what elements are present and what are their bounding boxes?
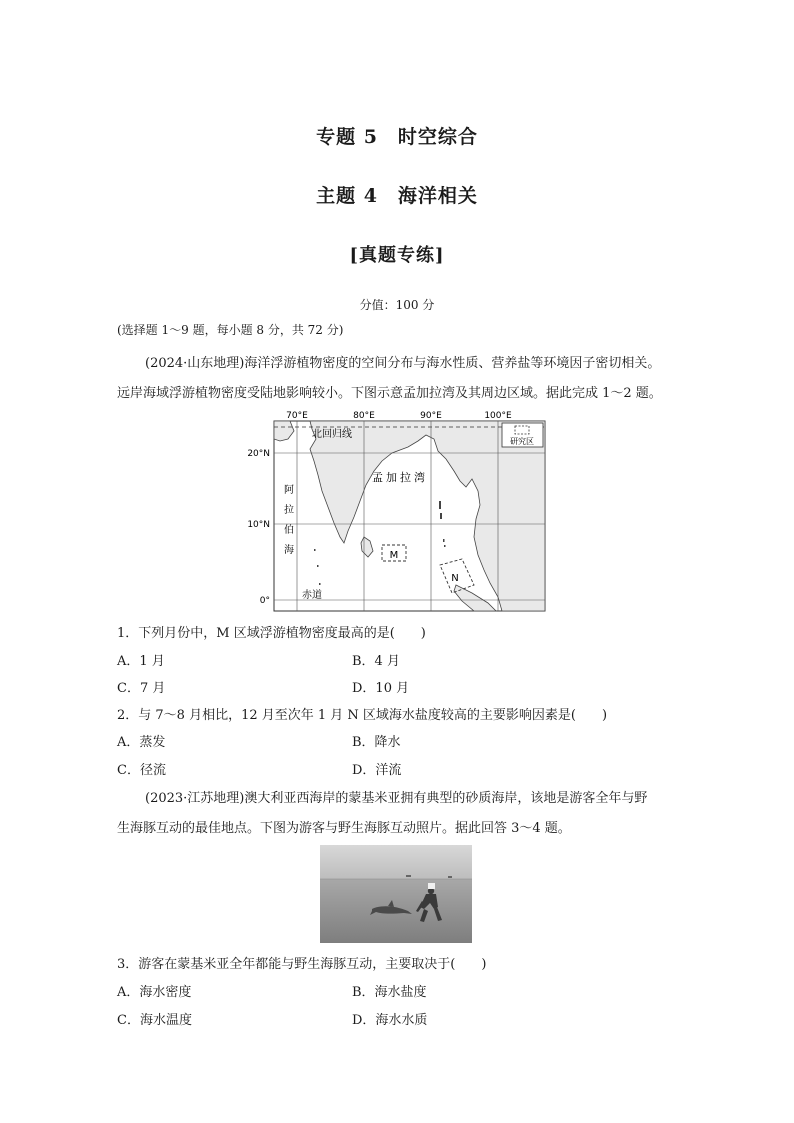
q2-option-b[interactable]: B．降水 bbox=[352, 735, 401, 750]
bay-label: 孟加拉湾 bbox=[372, 471, 428, 484]
tropic-label: 北回归线 bbox=[312, 429, 352, 440]
bay-of-bengal-map bbox=[240, 405, 560, 615]
photo-sky bbox=[320, 845, 472, 879]
lon-label-90: 90°E bbox=[420, 411, 442, 421]
passage1-line2: 远岸海域浮游植物密度受陆地影响较小。下图示意孟加拉湾及其周边区域。据此完成 1～2 题。 bbox=[117, 386, 662, 401]
sea-label-2: 拉 bbox=[284, 505, 294, 516]
q2-stem: 2．与 7～8 月相比，12 月至次年 1 月 N 区域海水盐度较高的主要影响因素是( ) bbox=[117, 708, 608, 723]
q3-option-d[interactable]: D．海水水质 bbox=[352, 1013, 428, 1028]
lon-label-70: 70°E bbox=[286, 411, 308, 421]
score-info: 分值：100 分 bbox=[359, 298, 435, 312]
instructions: (选择题 1～9 题，每小题 8 分，共 72 分) bbox=[117, 323, 344, 337]
q2-option-d[interactable]: D．洋流 bbox=[352, 763, 402, 778]
q3-stem: 3．游客在蒙基米亚全年都能与野生海豚互动，主要取决于( ) bbox=[117, 957, 487, 972]
region-n-label: N bbox=[451, 573, 459, 584]
lon-label-80: 80°E bbox=[353, 411, 375, 421]
q3-option-c[interactable]: C．海水温度 bbox=[117, 1013, 192, 1028]
sea-label-1: 阿 bbox=[284, 485, 294, 496]
exercise-title: [真题专练] bbox=[349, 245, 445, 266]
lat-label-10: 10°N bbox=[247, 520, 270, 530]
region-m-label: M bbox=[389, 550, 399, 561]
legend-label: 研究区 bbox=[510, 437, 534, 446]
section-title: 专题 5 时空综合 bbox=[316, 126, 478, 148]
q1-stem: 1．下列月份中，M 区域浮游植物密度最高的是( ) bbox=[117, 626, 426, 641]
lat-label-20: 20°N bbox=[247, 449, 270, 459]
q3-option-b[interactable]: B．海水盐度 bbox=[352, 985, 427, 1000]
q1-option-c[interactable]: C．7 月 bbox=[117, 681, 166, 696]
q2-option-a[interactable]: A．蒸发 bbox=[117, 735, 166, 750]
dolphin-photo bbox=[320, 845, 472, 943]
q2-option-c[interactable]: C．径流 bbox=[117, 763, 166, 778]
passage1-line1: (2024·山东地理)海洋浮游植物密度的空间分布与海水性质、营养盐等环境因子密切相关。 bbox=[145, 356, 661, 371]
q1-option-d[interactable]: D．10 月 bbox=[352, 681, 410, 696]
topic-title: 主题 4 海洋相关 bbox=[316, 185, 478, 207]
q3-option-a[interactable]: A．海水密度 bbox=[117, 985, 192, 1000]
q1-option-a[interactable]: A．1 月 bbox=[117, 654, 165, 669]
passage2-line2: 生海豚互动的最佳地点。下图为游客与野生海豚互动照片。据此回答 3～4 题。 bbox=[117, 821, 571, 836]
lat-label-0: 0° bbox=[259, 596, 270, 606]
sea-label-4: 海 bbox=[284, 545, 294, 556]
sea-label-3: 伯 bbox=[284, 525, 294, 536]
passage2-line1: (2023·江苏地理)澳大利亚西海岸的蒙基米亚拥有典型的砂质海岸，该地是游客全年与野 bbox=[145, 791, 648, 806]
q1-option-b[interactable]: B．4 月 bbox=[352, 654, 400, 669]
equator-label: 赤道 bbox=[302, 590, 322, 601]
lon-label-100: 100°E bbox=[484, 411, 512, 421]
